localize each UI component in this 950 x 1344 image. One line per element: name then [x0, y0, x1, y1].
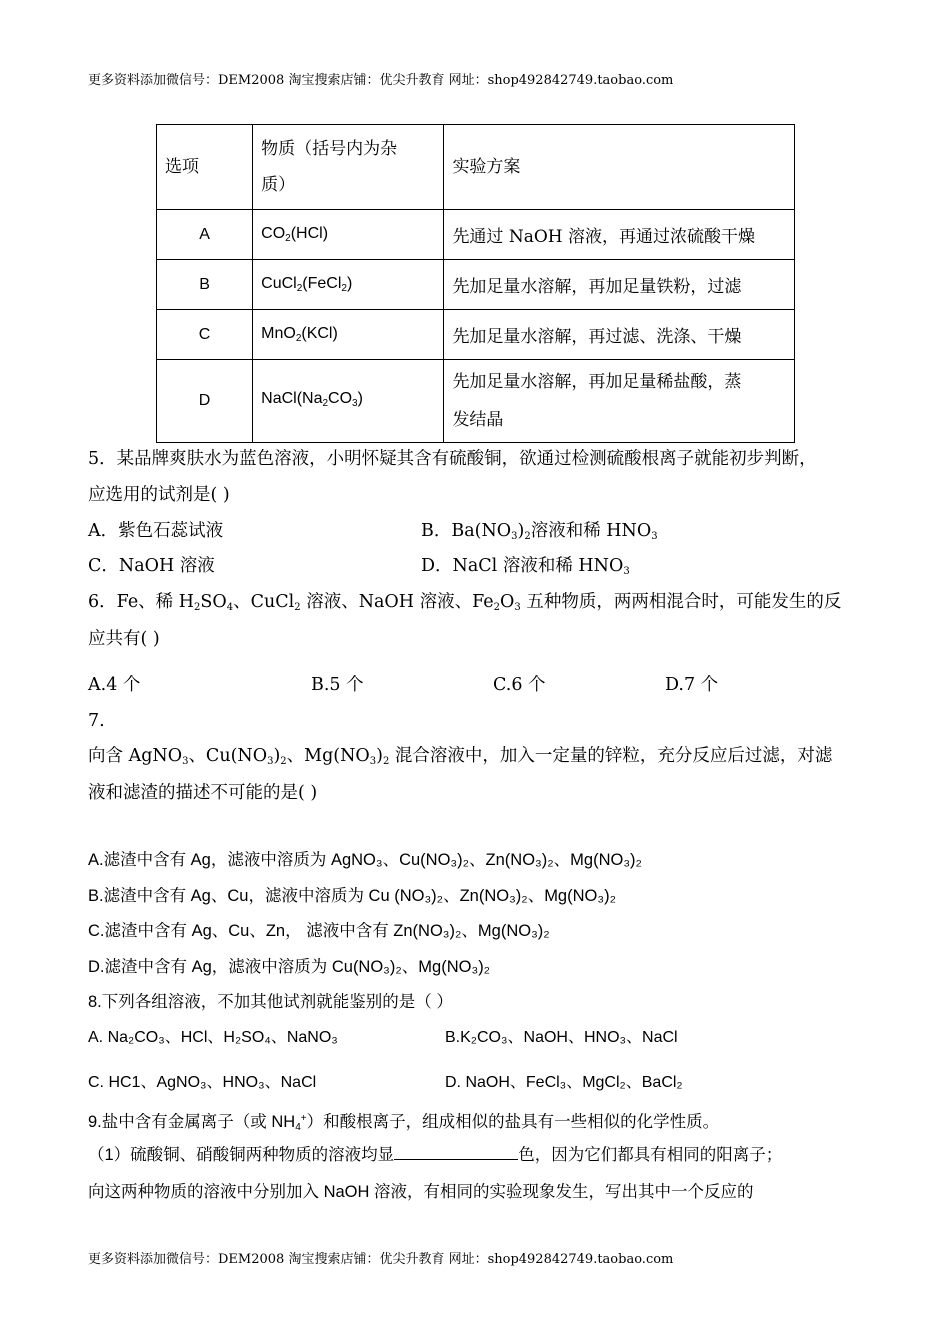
q6-stem-line1: 6．Fe、稀 $H_2SO_4$、CuCl$_2$ 溶液、NaOH 溶液、$Fe_2O_3$ 五种物质，两两相混合时，可能发生的反 — [88, 592, 842, 613]
row-substance: CuCl$_2$(FeCl$_2$) — [253, 260, 444, 310]
q9-stem-line1: 9.盐中含有金属离子（或 $NH_4^+$）和酸根离子，组成相似的盐具有一些相似的化学性质。 — [88, 1113, 720, 1133]
row-option: D — [157, 360, 253, 443]
row-plan: 先加足量水溶解，再加足量稀盐酸，蒸 发结晶 — [444, 360, 795, 443]
q6-option-d: D.7 个 — [665, 675, 719, 695]
header-option: 选项 — [157, 125, 253, 210]
header-substance — [253, 125, 444, 210]
row-substance: MnO$_2$(KCl) — [253, 310, 444, 360]
row-substance: $NaCl(Na_2CO_3)$ — [253, 360, 444, 443]
header-substance-line1: 物质（括号内为杂 — [261, 139, 398, 159]
header-plan: 实验方案 — [444, 125, 795, 210]
q5-option-c: C．NaOH 溶液 — [88, 556, 215, 576]
q7-option-c: C.滤渣中含有 Ag、Cu、Zn， 滤液中含有 Zn(NO₃)₂、Mg(NO₃)₂ — [88, 922, 550, 940]
q8-option-d: D. NaOH、FeCl₃、MgCl₂、BaCl₂ — [445, 1074, 683, 1091]
q8-stem: 8.下列各组溶液，不加其他试剂就能鉴别的是（ ） — [88, 993, 453, 1011]
q6-option-b: B.5 个 — [311, 675, 364, 695]
q5-option-b: B．$Ba(NO_3)_2$溶液和稀 $HNO_3$ — [421, 521, 658, 542]
table-header-row — [157, 125, 795, 210]
page-footer: 更多资料添加微信号：DEM2008 淘宝搜索店铺：优尖升教育 网址：shop492842749.taobao.com — [88, 1252, 674, 1267]
q6-stem-line2: 应共有( ) — [88, 629, 160, 649]
row-option: B — [157, 260, 253, 310]
q5-stem-line2: 应选用的试剂是( ) — [88, 485, 230, 505]
q9-stem-line3: 向这两种物质的溶液中分别加入 NaOH 溶液，有相同的实验现象发生，写出其中一个反应的 — [88, 1183, 754, 1201]
table-row — [157, 360, 795, 443]
q8-option-a: A. Na₂CO₃、HCl、H₂SO₄、NaNO₃ — [88, 1029, 338, 1046]
page-header: 更多资料添加微信号：DEM2008 淘宝搜索店铺：优尖升教育 网址：shop492842749.taobao.com — [88, 73, 674, 88]
row-plan: 先加足量水溶解，再加足量铁粉，过滤 — [444, 260, 795, 310]
answer-blank[interactable] — [394, 1143, 518, 1160]
q5-stem-line1: 5．某品牌爽肤水为蓝色溶液，小明怀疑其含有硫酸铜，欲通过检测硫酸根离子就能初步判断， — [88, 449, 817, 469]
q8-option-c: C. HC1、AgNO₃、HNO₃、NaCl — [88, 1074, 317, 1091]
q7-stem-line1: 向含 AgNO$_3$、$Cu(NO_3)_2$、$Mg(NO_3)_2$ 混合溶液中，加入一定量的锌粒，充分反应后过滤，对滤 — [88, 746, 833, 767]
q7-stem-line2: 液和滤渣的描述不可能的是( ) — [88, 783, 318, 803]
q7-option-a: A.滤渣中含有 Ag，滤液中溶质为 AgNO₃、Cu(NO₃)₂、Zn(NO₃)₂、Mg(NO₃)₂ — [88, 851, 642, 869]
q8-option-b: B.K₂CO₃、NaOH、HNO₃、NaCl — [445, 1029, 678, 1046]
header-substance-line2: 质） — [261, 175, 296, 195]
q6-option-a: A.4 个 — [88, 675, 141, 695]
table-row — [157, 210, 795, 260]
q7-number: 7. — [88, 711, 105, 731]
q7-option-b: B.滤渣中含有 Ag、Cu，滤液中溶质为 Cu (NO₃)₂、Zn(NO₃)₂、Mg(NO₃)₂ — [88, 887, 616, 905]
row-plan: 先通过 NaOH 溶液，再通过浓硫酸干燥 — [444, 210, 795, 260]
table-row — [157, 310, 795, 360]
q5-option-d: D．NaCl 溶液和稀 $HNO_3$ — [421, 556, 630, 577]
q7-option-d: D.滤渣中含有 Ag，滤液中溶质为 Cu(NO₃)₂、Mg(NO₃)₂ — [88, 958, 491, 976]
row-substance: $CO_2(HCl)$ — [253, 210, 444, 260]
q6-option-c: C.6 个 — [493, 675, 546, 695]
row-option: A — [157, 210, 253, 260]
q5-option-a: A．紫色石蕊试液 — [88, 521, 224, 541]
row-option: C — [157, 310, 253, 360]
row-plan: 先加足量水溶解，再过滤、洗涤、干燥 — [444, 310, 795, 360]
options-table — [156, 124, 795, 443]
table-row — [157, 260, 795, 310]
q9-stem-line2: （1）硫酸铜、硝酸铜两种物质的溶液均显 色，因为它们都具有相同的阳离子； — [88, 1143, 782, 1167]
